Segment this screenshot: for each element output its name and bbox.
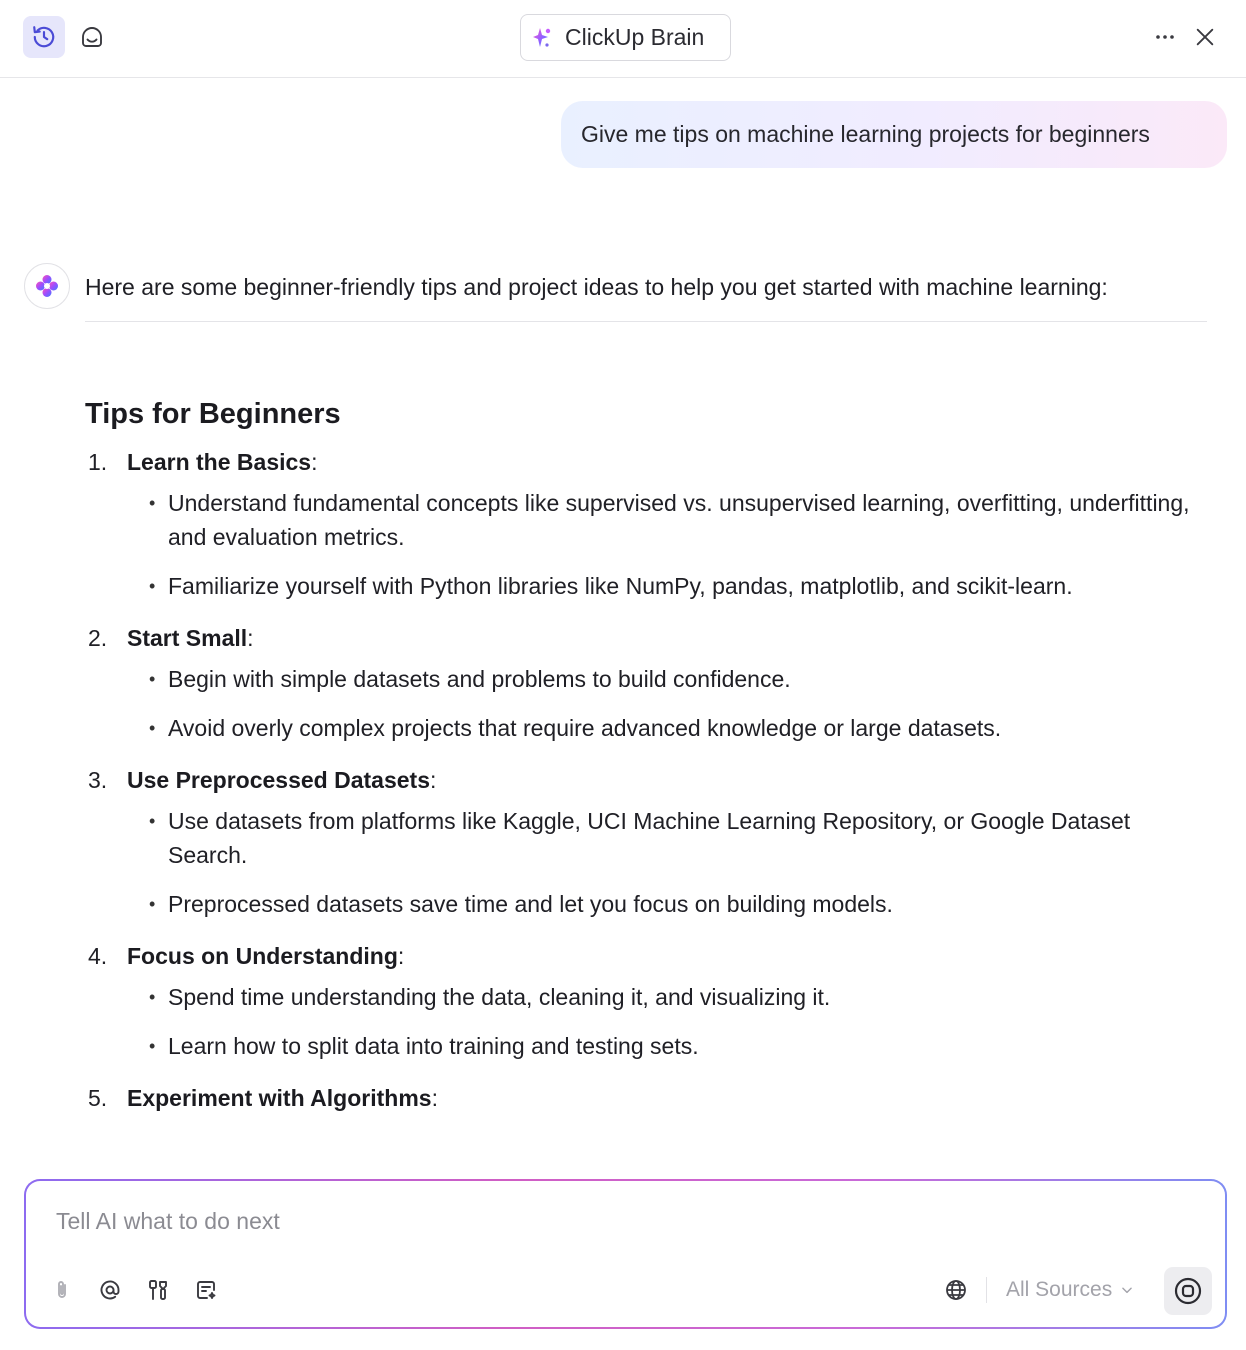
tip-item: 5. Experiment with Algorithms:: [85, 1081, 1210, 1115]
tip-number: 2.: [88, 625, 108, 651]
tip-item: 2. Start Small: • Begin with simple datasets and problems to build confidence. • Avoid overly complex projects that require advanced knowledge or large datasets.: [85, 621, 1210, 745]
tip-bullet: • Understand fundamental concepts like supervised vs. unsupervised learning, overfitting, underfitting, and evaluation metrics.: [149, 486, 1210, 554]
history-icon: [31, 24, 57, 50]
globe-icon: [944, 1278, 968, 1302]
close-button[interactable]: [1184, 16, 1226, 58]
tip-title: Use Preprocessed Datasets: [127, 767, 430, 793]
title-badge[interactable]: [520, 14, 731, 61]
user-message-bubble: [561, 101, 1227, 168]
tip-bullet: • Spend time understanding the data, cleaning it, and visualizing it.: [149, 980, 1210, 1014]
toolbar-separator: [986, 1277, 987, 1303]
tip-bullet: • Learn how to split data into training and testing sets.: [149, 1029, 1210, 1063]
stop-generation-button[interactable]: [1164, 1267, 1212, 1315]
prompt-input[interactable]: [56, 1205, 956, 1237]
more-options-button[interactable]: [1144, 16, 1186, 58]
response-intro: Here are some beginner-friendly tips and project ideas to help you get started with machine learning:: [85, 274, 1108, 300]
ai-avatar: [24, 263, 70, 309]
history-button[interactable]: [23, 16, 65, 58]
attach-icon: [50, 1278, 74, 1302]
close-icon: [1194, 26, 1216, 48]
mention-icon: [98, 1278, 122, 1302]
tip-title: Learn the Basics: [127, 449, 312, 475]
tips-list: [85, 445, 1210, 1115]
tip-bullet: • Use datasets from platforms like Kaggle, UCI Machine Learning Repository, or Google Dataset Search.: [149, 804, 1210, 872]
tip-item: 4. Focus on Understanding: • Spend time understanding the data, cleaning it, and visualizing it. • Learn how to split data into training and testing sets.: [85, 939, 1210, 1063]
tip-bullet: • Familiarize yourself with Python libraries like NumPy, pandas, matplotlib, and scikit-learn.: [149, 569, 1210, 603]
user-message-text: Give me tips on machine learning projects for beginners: [581, 121, 1150, 147]
tip-number: 5.: [88, 1085, 108, 1111]
attach-button[interactable]: [45, 1273, 79, 1307]
tools-button[interactable]: [141, 1273, 175, 1307]
panel-header: [0, 0, 1246, 78]
tip-bullets: [127, 662, 1210, 745]
tip-number: 1.: [88, 449, 108, 475]
stop-icon: [1173, 1276, 1203, 1306]
sources-label: All Sources: [1006, 1278, 1113, 1301]
tip-number: 3.: [88, 767, 108, 793]
tip-bullet: • Begin with simple datasets and problems to build confidence.: [149, 662, 1210, 696]
tip-number: 4.: [88, 943, 108, 969]
tip-title: Experiment with Algorithms: [127, 1085, 432, 1111]
note-button[interactable]: [189, 1273, 223, 1307]
tip-title: Start Small: [127, 625, 248, 651]
tip-bullets: [127, 804, 1210, 921]
tip-bullet: • Avoid overly complex projects that require advanced knowledge or large datasets.: [149, 711, 1210, 745]
divider: [85, 321, 1207, 322]
sources-dropdown[interactable]: [1006, 1275, 1134, 1305]
brain-flower-icon: [34, 273, 60, 299]
note-icon: [194, 1278, 218, 1302]
chevron-down-icon: [1120, 1283, 1134, 1297]
tip-item: 1. Learn the Basics: • Understand fundamental concepts like supervised vs. unsupervised learning, overfitting, underfitting, and evaluation metrics. • Familiarize yourself with Python libraries like NumPy, pandas, matplotlib, and scikit-learn.: [85, 445, 1210, 603]
web-search-button[interactable]: [939, 1273, 973, 1307]
clickup-brain-logo-icon: [531, 26, 553, 50]
section-heading: Tips for Beginners: [85, 398, 341, 430]
tip-bullets: [127, 980, 1210, 1063]
tip-item: 3. Use Preprocessed Datasets: • Use datasets from platforms like Kaggle, UCI Machine Learning Repository, or Google Dataset Search. • Preprocessed datasets save time and let you focus on building models.: [85, 763, 1210, 921]
more-icon: [1153, 25, 1177, 49]
tip-title: Focus on Understanding: [127, 943, 398, 969]
composer-inner: [26, 1181, 1225, 1327]
inbox-icon: [80, 25, 104, 49]
panel-title: ClickUp Brain: [565, 24, 705, 50]
tip-bullet: • Preprocessed datasets save time and let you focus on building models.: [149, 887, 1210, 921]
tip-bullets: [127, 486, 1210, 603]
inbox-button[interactable]: [71, 16, 113, 58]
tools-icon: [146, 1278, 170, 1302]
composer: [24, 1179, 1227, 1329]
ai-response: [85, 270, 1210, 1150]
mention-button[interactable]: [93, 1273, 127, 1307]
